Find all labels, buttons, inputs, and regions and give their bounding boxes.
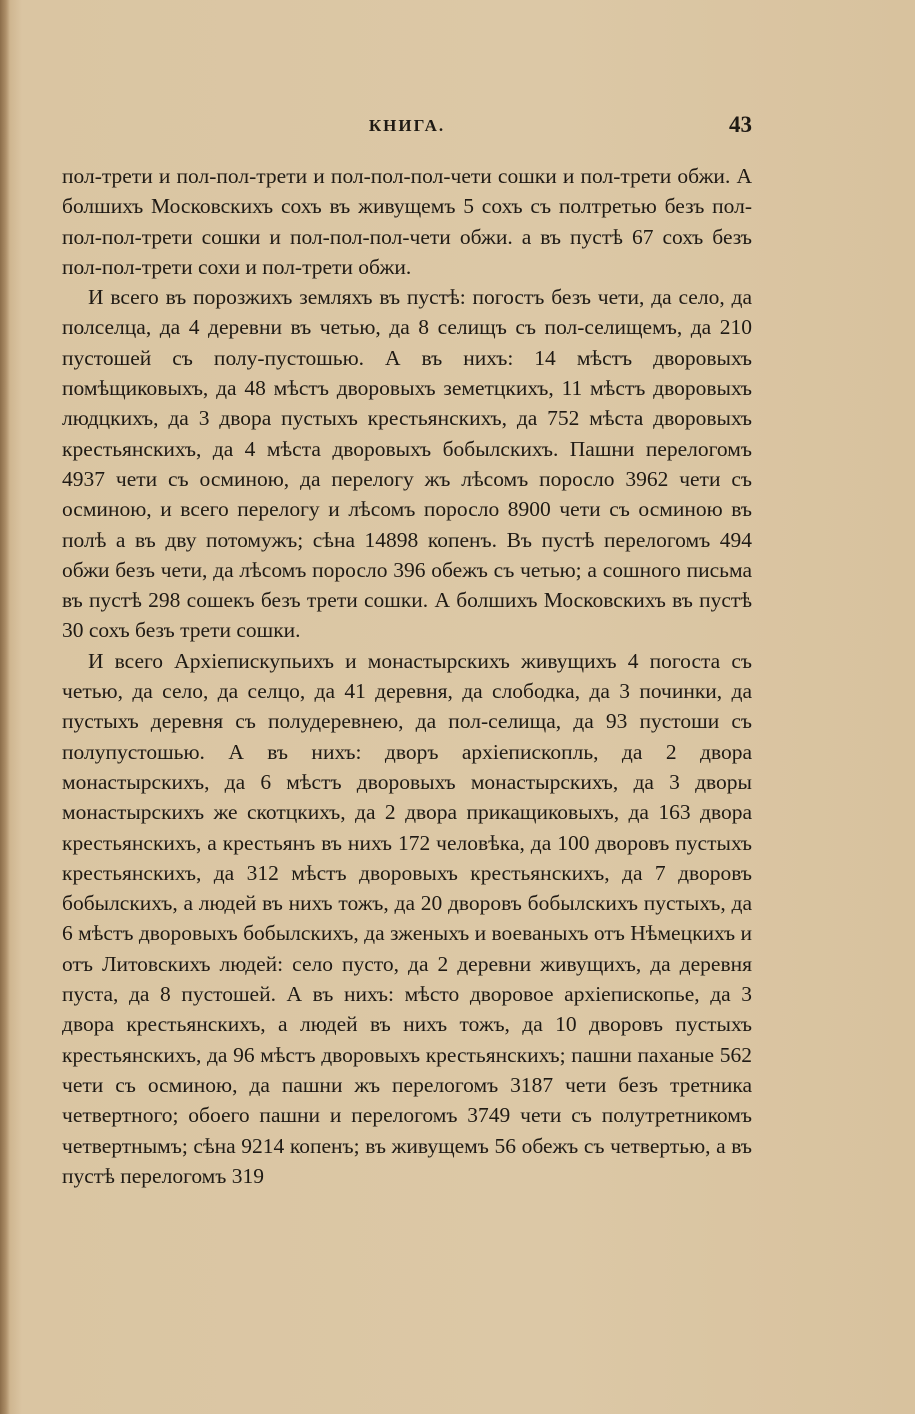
page-header	[62, 112, 752, 142]
page-number: 43	[729, 112, 752, 137]
paragraph-continuation: пол-трети и пол-пол-трети и пол-пол-пол-чети сошки и пол-трети обжи. А болшихъ Московскихъ сохъ въ живущемъ 5 сохъ съ полтретью безъ пол-пол-пол-трети сошки и пол-пол-пол-чети обжи. а въ пустѣ 67 сохъ безъ пол-пол-трети сохи и пол-трети обжи.	[62, 164, 752, 279]
paragraph-vacant-lands: И всего въ порозжихъ земляхъ въ пустѣ: погостъ безъ чети, да село, да полселца, да 4 деревни въ четью, да 8 селищъ съ пол-селищемъ, да 210 пустошей съ полу-пустошью. А въ нихъ: 14 мѣстъ дворовыхъ помѣщиковыхъ, да 48 мѣстъ дворовыхъ земетцкихъ, 11 мѣстъ дворовыхъ людцкихъ, да 3 двора пустыхъ крестьянскихъ, да 752 мѣста дворовыхъ крестьянскихъ, да 4 мѣста дворовыхъ бобылскихъ. Пашни перелогомъ 4937 чети съ осминою, да перелогу жъ лѣсомъ поросло 3962 чети съ осминою, и всего перелогу и лѣсомъ поросло 8900 чети съ осминою въ полѣ а въ дву потомужъ; сѣна 14898 копенъ. Въ пустѣ перелогомъ 494 обжи безъ чети, да лѣсомъ поросло 396 обежъ съ четью; а сошного письма въ пустѣ 298 сошекъ безъ трети сошки. А болшихъ Московскихъ въ пустѣ 30 сохъ безъ трети сошки.	[62, 285, 752, 643]
paragraph-church-monastery-lands: И всего Архіепискупьихъ и монастырскихъ живущихъ 4 погоста съ четью, да село, да селцо, да 41 деревня, да слободка, да 3 починки, да пустыхъ деревня съ полудеревнею, да пол-селища, да 93 пустоши съ полупустошью. А въ нихъ: дворъ архіепископль, да 2 двора монастырскихъ, да 6 мѣстъ дворовыхъ монастырскихъ, да 3 дворы монастырскихъ же скотцкихъ, да 2 двора прикащиковыхъ, да 163 двора крестьянскихъ, а крестьянъ въ нихъ 172 человѣка, да 100 дворовъ пустыхъ крестьянскихъ, да 312 мѣстъ дворовыхъ крестьянскихъ, да 7 дворовъ бобылскихъ, а людей въ нихъ тожъ, да 20 дворовъ бобылскихъ пустыхъ, да 6 мѣстъ дворовыхъ бобылскихъ, да зженыхъ и воеваныхъ отъ Нѣмецкихъ и отъ Литовскихъ людей: село пусто, да 2 деревни живущихъ, да деревня пуста, да 8 пустошей. А въ нихъ: мѣсто дворовое архіепископье, да 3 двора крестьянскихъ, а людей въ нихъ тожъ, да 10 дворовъ пустыхъ крестьянскихъ, да 96 мѣстъ дворовыхъ крестьянскихъ; пашни паханые 562 чети съ осминою, да пашни жъ перелогомъ 3187 чети безъ третника четвертного; обоего пашни и перелогомъ 3749 чети съ полутретникомъ четвертнымъ; сѣна 9214 копенъ; въ живущемъ 56 обежъ съ четвертью, а въ пустѣ перелогомъ 319	[62, 648, 752, 1188]
body-text	[62, 161, 752, 1191]
running-head: КНИГА.	[368, 116, 446, 135]
book-spine-shadow	[0, 0, 10, 1414]
